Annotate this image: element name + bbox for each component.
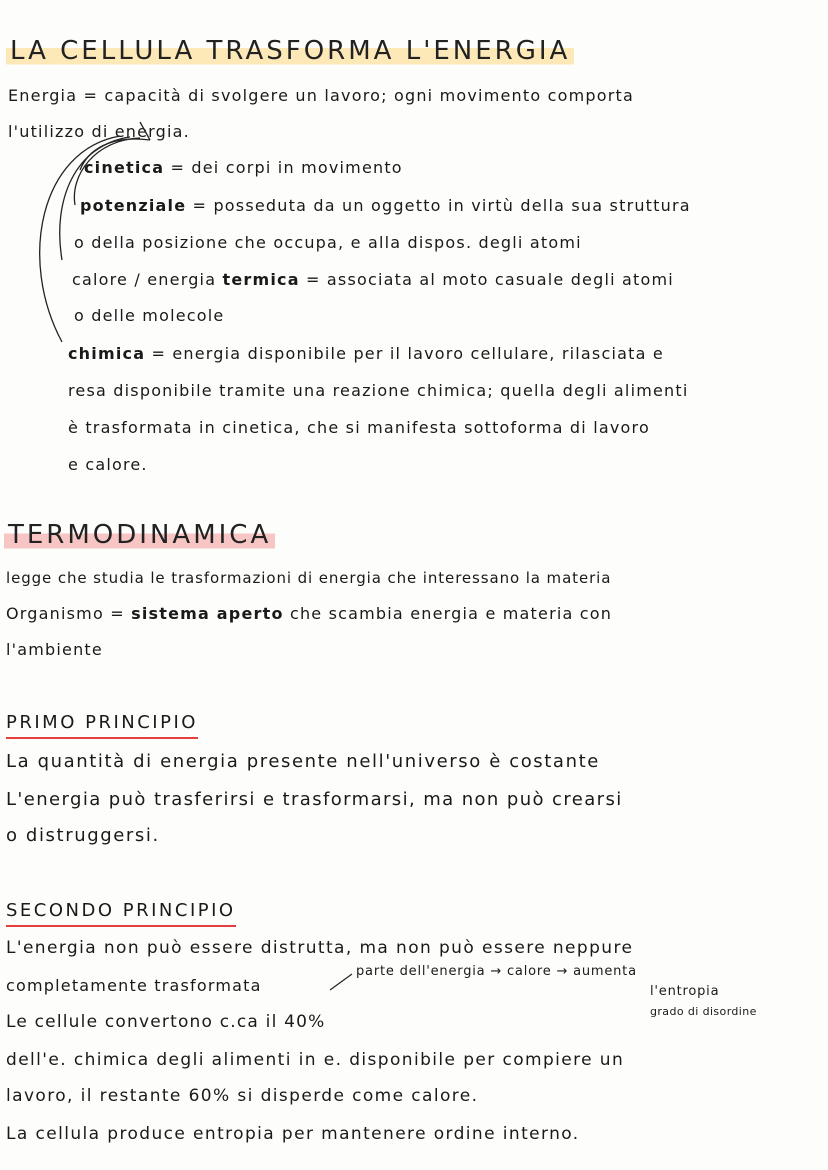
title-text: TERMODINAMICA <box>4 520 275 550</box>
term-label: cinetica <box>84 158 165 177</box>
definition-line: l'utilizzo di energia. <box>8 122 190 141</box>
body-line: legge che studia le trasformazioni di energia che interessano la materia <box>6 569 612 587</box>
annotation-text: parte dell'energia → calore → aumenta <box>356 964 637 979</box>
body-line: Le cellule convertono c.ca il 40% <box>6 1012 326 1032</box>
definition-line: Energia = capacità di svolgere un lavoro; ogni movimento comporta <box>8 86 634 105</box>
term-text: = associata al moto casuale degli atomi <box>299 270 674 289</box>
term-label: potenziale <box>80 196 187 215</box>
key-term: sistema aperto <box>131 604 284 623</box>
body-line: lavoro, il restante 60% si disperde come calore. <box>6 1086 479 1106</box>
term-label: termica <box>222 270 300 289</box>
body-line: dell'e. chimica degli alimenti in e. disponibile per compiere un <box>6 1050 625 1070</box>
term-text: = dei corpi in movimento <box>164 158 403 177</box>
body-line: L'energia può trasferirsi e trasformarsi, ma non può crearsi <box>6 789 623 810</box>
term-prefix: calore / energia <box>72 270 223 289</box>
section-subtitle: SECONDO PRINCIPIO <box>6 900 236 927</box>
annotation-text: grado di disordine <box>650 1005 757 1018</box>
continuation-line: è trasformata in cinetica, che si manifesta sottoforma di lavoro <box>68 418 650 437</box>
continuation-line: e calore. <box>68 455 148 474</box>
body-line: completamente trasformata <box>6 976 262 995</box>
continuation-line: o delle molecole <box>74 306 225 325</box>
body-line: l'ambiente <box>6 640 103 659</box>
body-line: L'energia non può essere distrutta, ma non può essere neppure <box>6 938 634 958</box>
section-subtitle: PRIMO PRINCIPIO <box>6 712 198 739</box>
body-line: La quantità di energia presente nell'universo è costante <box>6 751 600 772</box>
continuation-line: resa disponibile tramite una reazione chimica; quella degli alimenti <box>68 381 689 400</box>
text-part: Organismo = <box>6 604 132 623</box>
body-line: o distruggersi. <box>6 825 160 846</box>
term-text: = posseduta da un oggetto in virtù della sua struttura <box>186 196 691 215</box>
continuation-line: o della posizione che occupa, e alla dispos. degli atomi <box>74 233 582 252</box>
annotation-text: l'entropia <box>650 984 720 999</box>
title-text: LA CELLULA TRASFORMA L'ENERGIA <box>6 36 574 66</box>
term-text: = energia disponibile per il lavoro cellulare, rilasciata e <box>145 344 664 363</box>
text-part: che scambia energia e materia con <box>283 604 613 623</box>
body-line: La cellula produce entropia per mantenere ordine interno. <box>6 1124 580 1144</box>
term-label: chimica <box>68 344 146 363</box>
